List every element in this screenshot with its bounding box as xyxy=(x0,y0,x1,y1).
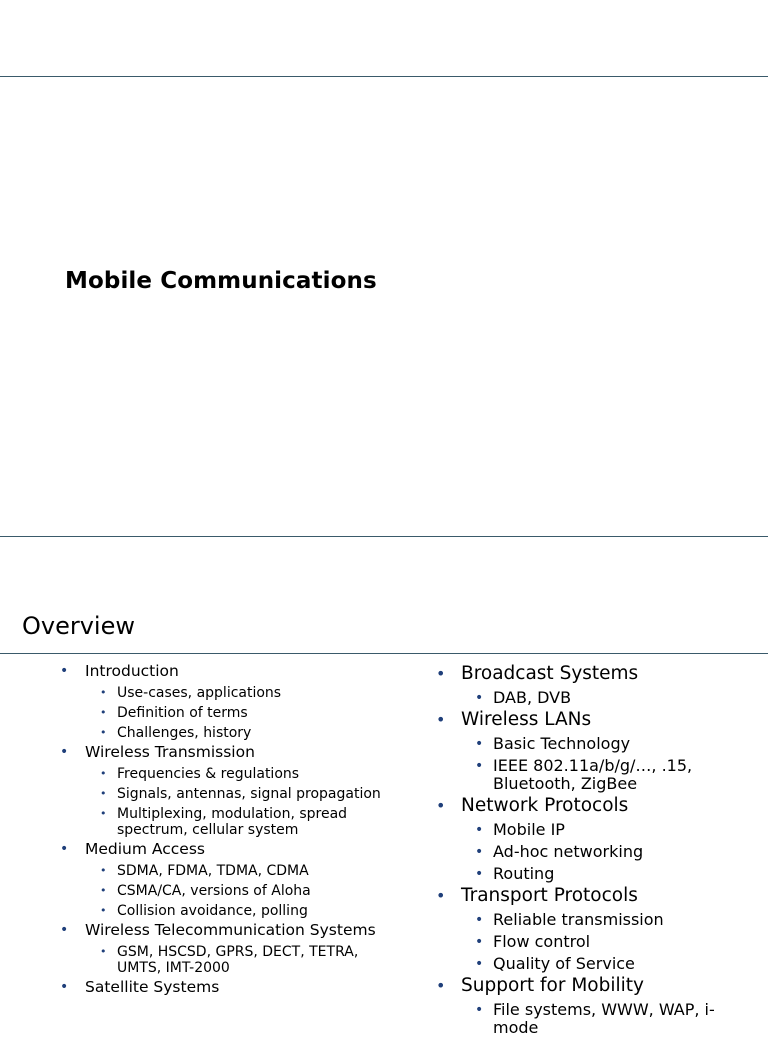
bullet-icon: • xyxy=(436,664,446,683)
subtopic-item xyxy=(85,863,390,879)
subtopic-item xyxy=(85,685,390,701)
subtopic-item xyxy=(85,944,390,976)
subtopic-item xyxy=(461,911,756,929)
topic-item xyxy=(60,978,390,997)
subtopic-label: File systems, WWW, WAP, i-mode xyxy=(493,1000,715,1037)
bullet-icon: • xyxy=(436,796,446,815)
bullet-icon: • xyxy=(100,807,107,820)
subtopic-item xyxy=(461,843,756,861)
topic-label: Support for Mobility xyxy=(461,975,644,996)
subtopic-list xyxy=(85,766,390,838)
bullet-icon: • xyxy=(475,866,484,882)
subtopic-label: Collision avoidance, polling xyxy=(117,903,308,919)
bullet-icon: • xyxy=(436,710,446,729)
subtopic-item xyxy=(461,757,756,793)
subtopic-label: Signals, antennas, signal propagation xyxy=(117,786,381,802)
bullet-icon: • xyxy=(100,686,107,699)
bullet-icon: • xyxy=(100,726,107,739)
subtopic-label: Flow control xyxy=(493,932,591,951)
subtopic-item xyxy=(461,933,756,951)
bullet-icon: • xyxy=(475,1002,484,1018)
subtopic-label: Challenges, history xyxy=(117,725,252,741)
topic-item xyxy=(60,662,390,741)
bullet-icon: • xyxy=(60,744,69,760)
subtopic-label: CSMA/CA, versions of Aloha xyxy=(117,883,311,899)
subtopic-label: Multiplexing, modulation, spread spectrum, cellular system xyxy=(117,806,348,838)
topic-item xyxy=(60,840,390,919)
topic-label: Network Protocols xyxy=(461,795,629,816)
subtopic-list xyxy=(85,685,390,741)
subtopic-label: DAB, DVB xyxy=(493,688,572,707)
bullet-icon: • xyxy=(475,956,484,972)
bullet-icon: • xyxy=(475,758,484,774)
bullet-icon: • xyxy=(60,663,69,679)
overview-right-column xyxy=(436,661,756,1037)
subtopic-label: Quality of Service xyxy=(493,954,635,973)
bullet-icon: • xyxy=(436,976,446,995)
subtopic-label: Mobile IP xyxy=(493,820,565,839)
subtopic-list xyxy=(461,1001,756,1037)
subtopic-list xyxy=(461,911,756,973)
subtopic-item xyxy=(461,1001,756,1037)
subtopic-item xyxy=(461,689,756,707)
bullet-icon: • xyxy=(60,979,69,995)
subtopic-label: Reliable transmission xyxy=(493,910,664,929)
subtopic-label: IEEE 802.11a/b/g/…, .15, Bluetooth, ZigBee xyxy=(493,756,693,793)
bullet-icon: • xyxy=(475,844,484,860)
topic-label: Transport Protocols xyxy=(461,885,638,906)
subtopic-label: Ad-hoc networking xyxy=(493,842,644,861)
subtopic-list xyxy=(461,735,756,793)
topic-item xyxy=(436,709,756,793)
bullet-icon: • xyxy=(100,706,107,719)
topic-label: Wireless Transmission xyxy=(85,743,255,761)
subtopic-item xyxy=(461,821,756,839)
bullet-icon: • xyxy=(475,912,484,928)
slide-top-divider xyxy=(0,76,768,77)
bullet-icon: • xyxy=(100,945,107,958)
subtopic-list xyxy=(85,863,390,919)
subtopic-label: Basic Technology xyxy=(493,734,631,753)
topic-item xyxy=(60,921,390,976)
bullet-icon: • xyxy=(100,787,107,800)
bullet-icon: • xyxy=(475,736,484,752)
overview-left-column xyxy=(60,662,390,997)
subtopic-item xyxy=(85,766,390,782)
bullet-icon: • xyxy=(475,934,484,950)
subtopic-label: Routing xyxy=(493,864,555,883)
subtopic-label: GSM, HSCSD, GPRS, DECT, TETRA, UMTS, IMT-2000 xyxy=(117,944,359,976)
topic-item xyxy=(436,795,756,883)
topic-label: Wireless Telecommunication Systems xyxy=(85,921,376,939)
subtopic-item xyxy=(85,705,390,721)
topic-label: Satellite Systems xyxy=(85,978,220,996)
overview-heading: Overview xyxy=(22,612,135,640)
subtopic-label: Frequencies & regulations xyxy=(117,766,300,782)
bullet-icon: • xyxy=(475,822,484,838)
bullet-icon: • xyxy=(100,864,107,877)
slide-bottom-divider xyxy=(0,536,768,537)
subtopic-label: Use-cases, applications xyxy=(117,685,282,701)
bullet-icon: • xyxy=(100,904,107,917)
topic-label: Medium Access xyxy=(85,840,205,858)
bullet-icon: • xyxy=(100,767,107,780)
bullet-icon: • xyxy=(436,886,446,905)
subtopic-item xyxy=(461,955,756,973)
subtopic-item xyxy=(85,806,390,838)
subtopic-label: Definition of terms xyxy=(117,705,248,721)
topic-label: Broadcast Systems xyxy=(461,663,639,684)
topic-label: Introduction xyxy=(85,662,179,680)
overview-divider xyxy=(0,653,768,654)
slide-title: Mobile Communications xyxy=(65,268,377,294)
bullet-icon: • xyxy=(475,690,484,706)
bullet-icon: • xyxy=(60,922,69,938)
subtopic-item xyxy=(461,735,756,753)
topic-item xyxy=(60,743,390,838)
subtopic-item xyxy=(461,865,756,883)
subtopic-item xyxy=(85,786,390,802)
bullet-icon: • xyxy=(60,841,69,857)
subtopic-label: SDMA, FDMA, TDMA, CDMA xyxy=(117,863,309,879)
subtopic-item xyxy=(85,725,390,741)
subtopic-list xyxy=(85,944,390,976)
subtopic-item xyxy=(85,883,390,899)
topic-label: Wireless LANs xyxy=(461,709,592,730)
bullet-icon: • xyxy=(100,884,107,897)
topic-item xyxy=(436,663,756,707)
subtopic-list xyxy=(461,689,756,707)
topic-item xyxy=(436,975,756,1037)
subtopic-item xyxy=(85,903,390,919)
topic-item xyxy=(436,885,756,973)
subtopic-list xyxy=(461,821,756,883)
